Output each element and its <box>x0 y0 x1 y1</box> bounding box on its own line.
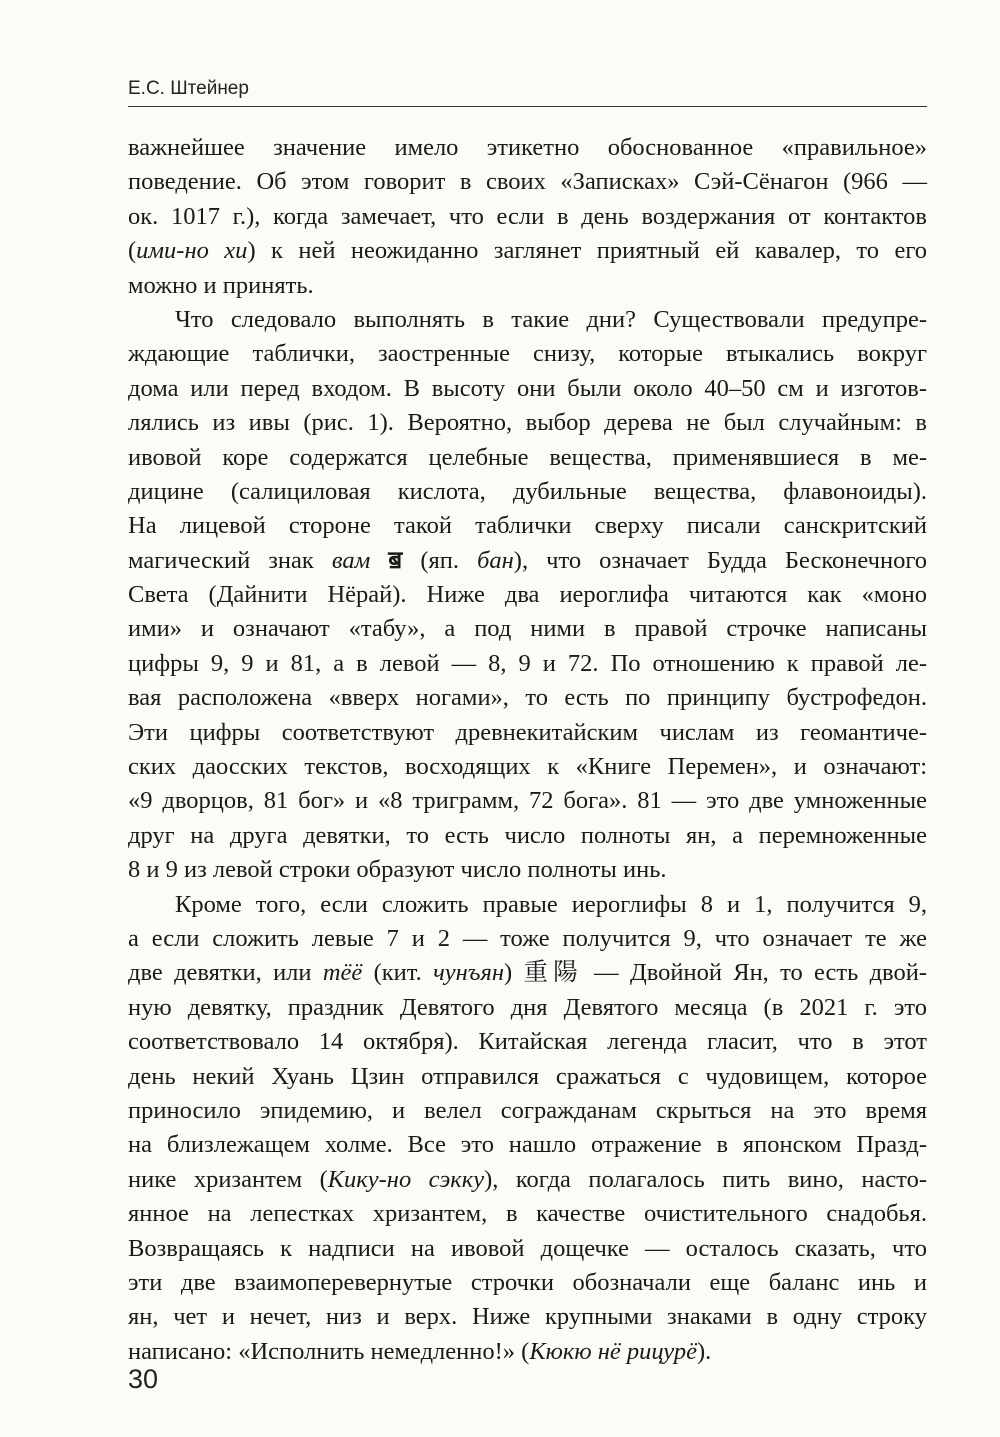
text-segment: ивовой коре содержатся целебные вещества, применявшиеся в ме- <box>128 443 927 471</box>
text-line <box>128 1094 927 1128</box>
text-line <box>128 441 927 475</box>
text-segment: день некий Хуань Цзин отправился сражаться с чудовищем, которое <box>128 1062 927 1090</box>
text-segment: дицине (салициловая кислота, дубильные вещества, флавоноиды). <box>128 477 927 505</box>
text-segment: приносило эпидемию, и велел согражданам скрыться на это время <box>128 1096 927 1124</box>
italic-term: Кику-но сэкку <box>327 1165 485 1193</box>
text-line <box>128 269 927 303</box>
text-segment: ) 重陽 — Двойной Ян, то есть двой- <box>504 959 927 987</box>
text-segment: Эти цифры соответствуют древнекитайским числам из геомантиче- <box>128 718 927 746</box>
text-line <box>128 888 927 922</box>
text-line <box>128 1025 927 1059</box>
text-line <box>128 1266 927 1300</box>
text-line <box>128 922 927 956</box>
text-line <box>128 784 927 818</box>
text-segment: «9 дворцов, 81 бог» и «8 триграмм, 72 бога». 81 — это две умноженные <box>128 787 927 815</box>
text-line <box>128 1197 927 1231</box>
text-segment: соответствовало 14 октября). Китайская легенда гласит, что в этот <box>128 1028 927 1056</box>
text-segment: Кроме того, если сложить правые иероглифы 8 и 1, получится 9, <box>175 890 927 918</box>
text-line <box>128 303 927 337</box>
text-segment: эти две взаимоперевернутые строчки обозначали еще баланс инь и <box>128 1268 927 1296</box>
italic-term: Кюкю нё рицурё <box>529 1337 697 1365</box>
text-segment: цифры 9, 9 и 81, а в левой — 8, 9 и 72. По отношению к правой ле- <box>128 649 927 677</box>
text-segment: поведение. Об этом говорит в своих «Записках» Сэй-Сёнагон (966 — <box>128 168 927 196</box>
text-line <box>128 1128 927 1162</box>
text-segment: ими» и означают «табу», а под ними в правой строчке написаны <box>128 615 927 643</box>
text-segment: ) к ней неожиданно заглянет приятный ей кавалер, то его <box>247 237 928 265</box>
text-segment: а если сложить левые 7 и 2 — тоже получится 9, что означает те же <box>128 924 927 952</box>
text-line <box>128 819 927 853</box>
text-line <box>128 750 927 784</box>
text-line <box>128 647 927 681</box>
text-segment: написано: «Исполнить немедленно!» ( <box>128 1337 530 1365</box>
text-segment <box>370 547 388 574</box>
text-segment: друг на друга девятки, то есть число полноты ян, а перемноженные <box>128 821 927 849</box>
text-segment: янное на лепестках хризантем, в качестве очистительного снадобья. <box>128 1200 927 1228</box>
text-segment: ), что означает Будда Бесконечного <box>513 546 928 574</box>
text-segment: ян, чет и нечет, низ и верх. Ниже крупными знаками в одну строку <box>128 1303 927 1331</box>
text-line <box>128 372 927 406</box>
text-segment: ). <box>696 1337 712 1365</box>
text-line <box>128 475 927 509</box>
text-line <box>128 509 927 543</box>
text-line <box>128 681 927 715</box>
text-segment: (кит. <box>362 959 434 987</box>
text-segment: ), когда полагалось пить вино, насто- <box>484 1165 927 1193</box>
text-segment: ную девятку, праздник Девятого дня Девятого месяца (в 2021 г. это <box>128 993 927 1021</box>
text-segment: дома или перед входом. В высоту они были около 40–50 см и изготов- <box>128 374 927 402</box>
text-line <box>128 1163 927 1197</box>
italic-term: вам <box>331 546 371 574</box>
body-text <box>128 131 927 1369</box>
italic-term: бан <box>477 546 514 574</box>
text-line <box>128 716 927 750</box>
text-segment: лялись из ивы (рис. 1). Вероятно, выбор дерева не был случайным: в <box>128 409 927 437</box>
text-line <box>128 853 927 887</box>
text-line <box>128 131 927 165</box>
text-segment: две девятки, или <box>128 959 323 987</box>
sanskrit-vam-glyph: ॿ <box>388 546 403 574</box>
text-segment: (яп. <box>402 546 478 574</box>
text-segment: ( <box>128 237 137 265</box>
text-segment: Возвращаясь к надписи на ивовой дощечке — осталось сказать, что <box>128 1234 927 1262</box>
text-line <box>128 1060 927 1094</box>
italic-term: тёё <box>322 959 363 987</box>
text-line <box>128 1335 927 1369</box>
text-line <box>128 578 927 612</box>
text-line <box>128 1300 927 1334</box>
text-segment: 8 и 9 из левой строки образуют число полноты инь. <box>128 856 667 884</box>
text-line <box>128 544 927 578</box>
text-line <box>128 234 927 268</box>
text-line <box>128 956 927 990</box>
text-segment: нике хризантем ( <box>128 1165 328 1193</box>
text-segment: можно и принять. <box>128 271 314 299</box>
text-segment: магический знак <box>128 546 332 574</box>
text-line <box>128 165 927 199</box>
text-line <box>128 1232 927 1266</box>
text-line <box>128 337 927 371</box>
text-segment: Света (Дайнити Нёрай). Ниже два иероглифа читаются как «моно <box>128 581 927 609</box>
running-header-author: Е.С. Штейнер <box>128 78 249 99</box>
text-segment: ок. 1017 г.), когда замечает, что если в день воздержания от контактов <box>128 202 927 230</box>
header-rule <box>128 106 927 107</box>
page-number: 30 <box>128 1364 159 1394</box>
text-segment: На лицевой стороне такой таблички сверху писали санскритский <box>128 512 927 540</box>
text-segment: ских даосских текстов, восходящих к «Книге Перемен», и означают: <box>128 753 927 781</box>
text-segment: вая расположена «вверх ногами», то есть по принципу бустрофедон. <box>128 684 927 712</box>
text-segment: Что следовало выполнять в такие дни? Существовали предупре- <box>175 305 927 333</box>
text-segment: на близлежащем холме. Все это нашло отражение в японском Празд- <box>128 1131 927 1159</box>
text-segment: важнейшее значение имело этикетно обоснованное «правильное» <box>128 134 927 161</box>
italic-term: чунъян <box>433 959 505 987</box>
text-line <box>128 200 927 234</box>
text-line <box>128 991 927 1025</box>
text-line <box>128 612 927 646</box>
italic-term: ими-но хи <box>136 237 248 265</box>
text-segment: ждающие таблички, заостренные снизу, которые втыкались вокруг <box>128 340 927 368</box>
text-line <box>128 406 927 440</box>
